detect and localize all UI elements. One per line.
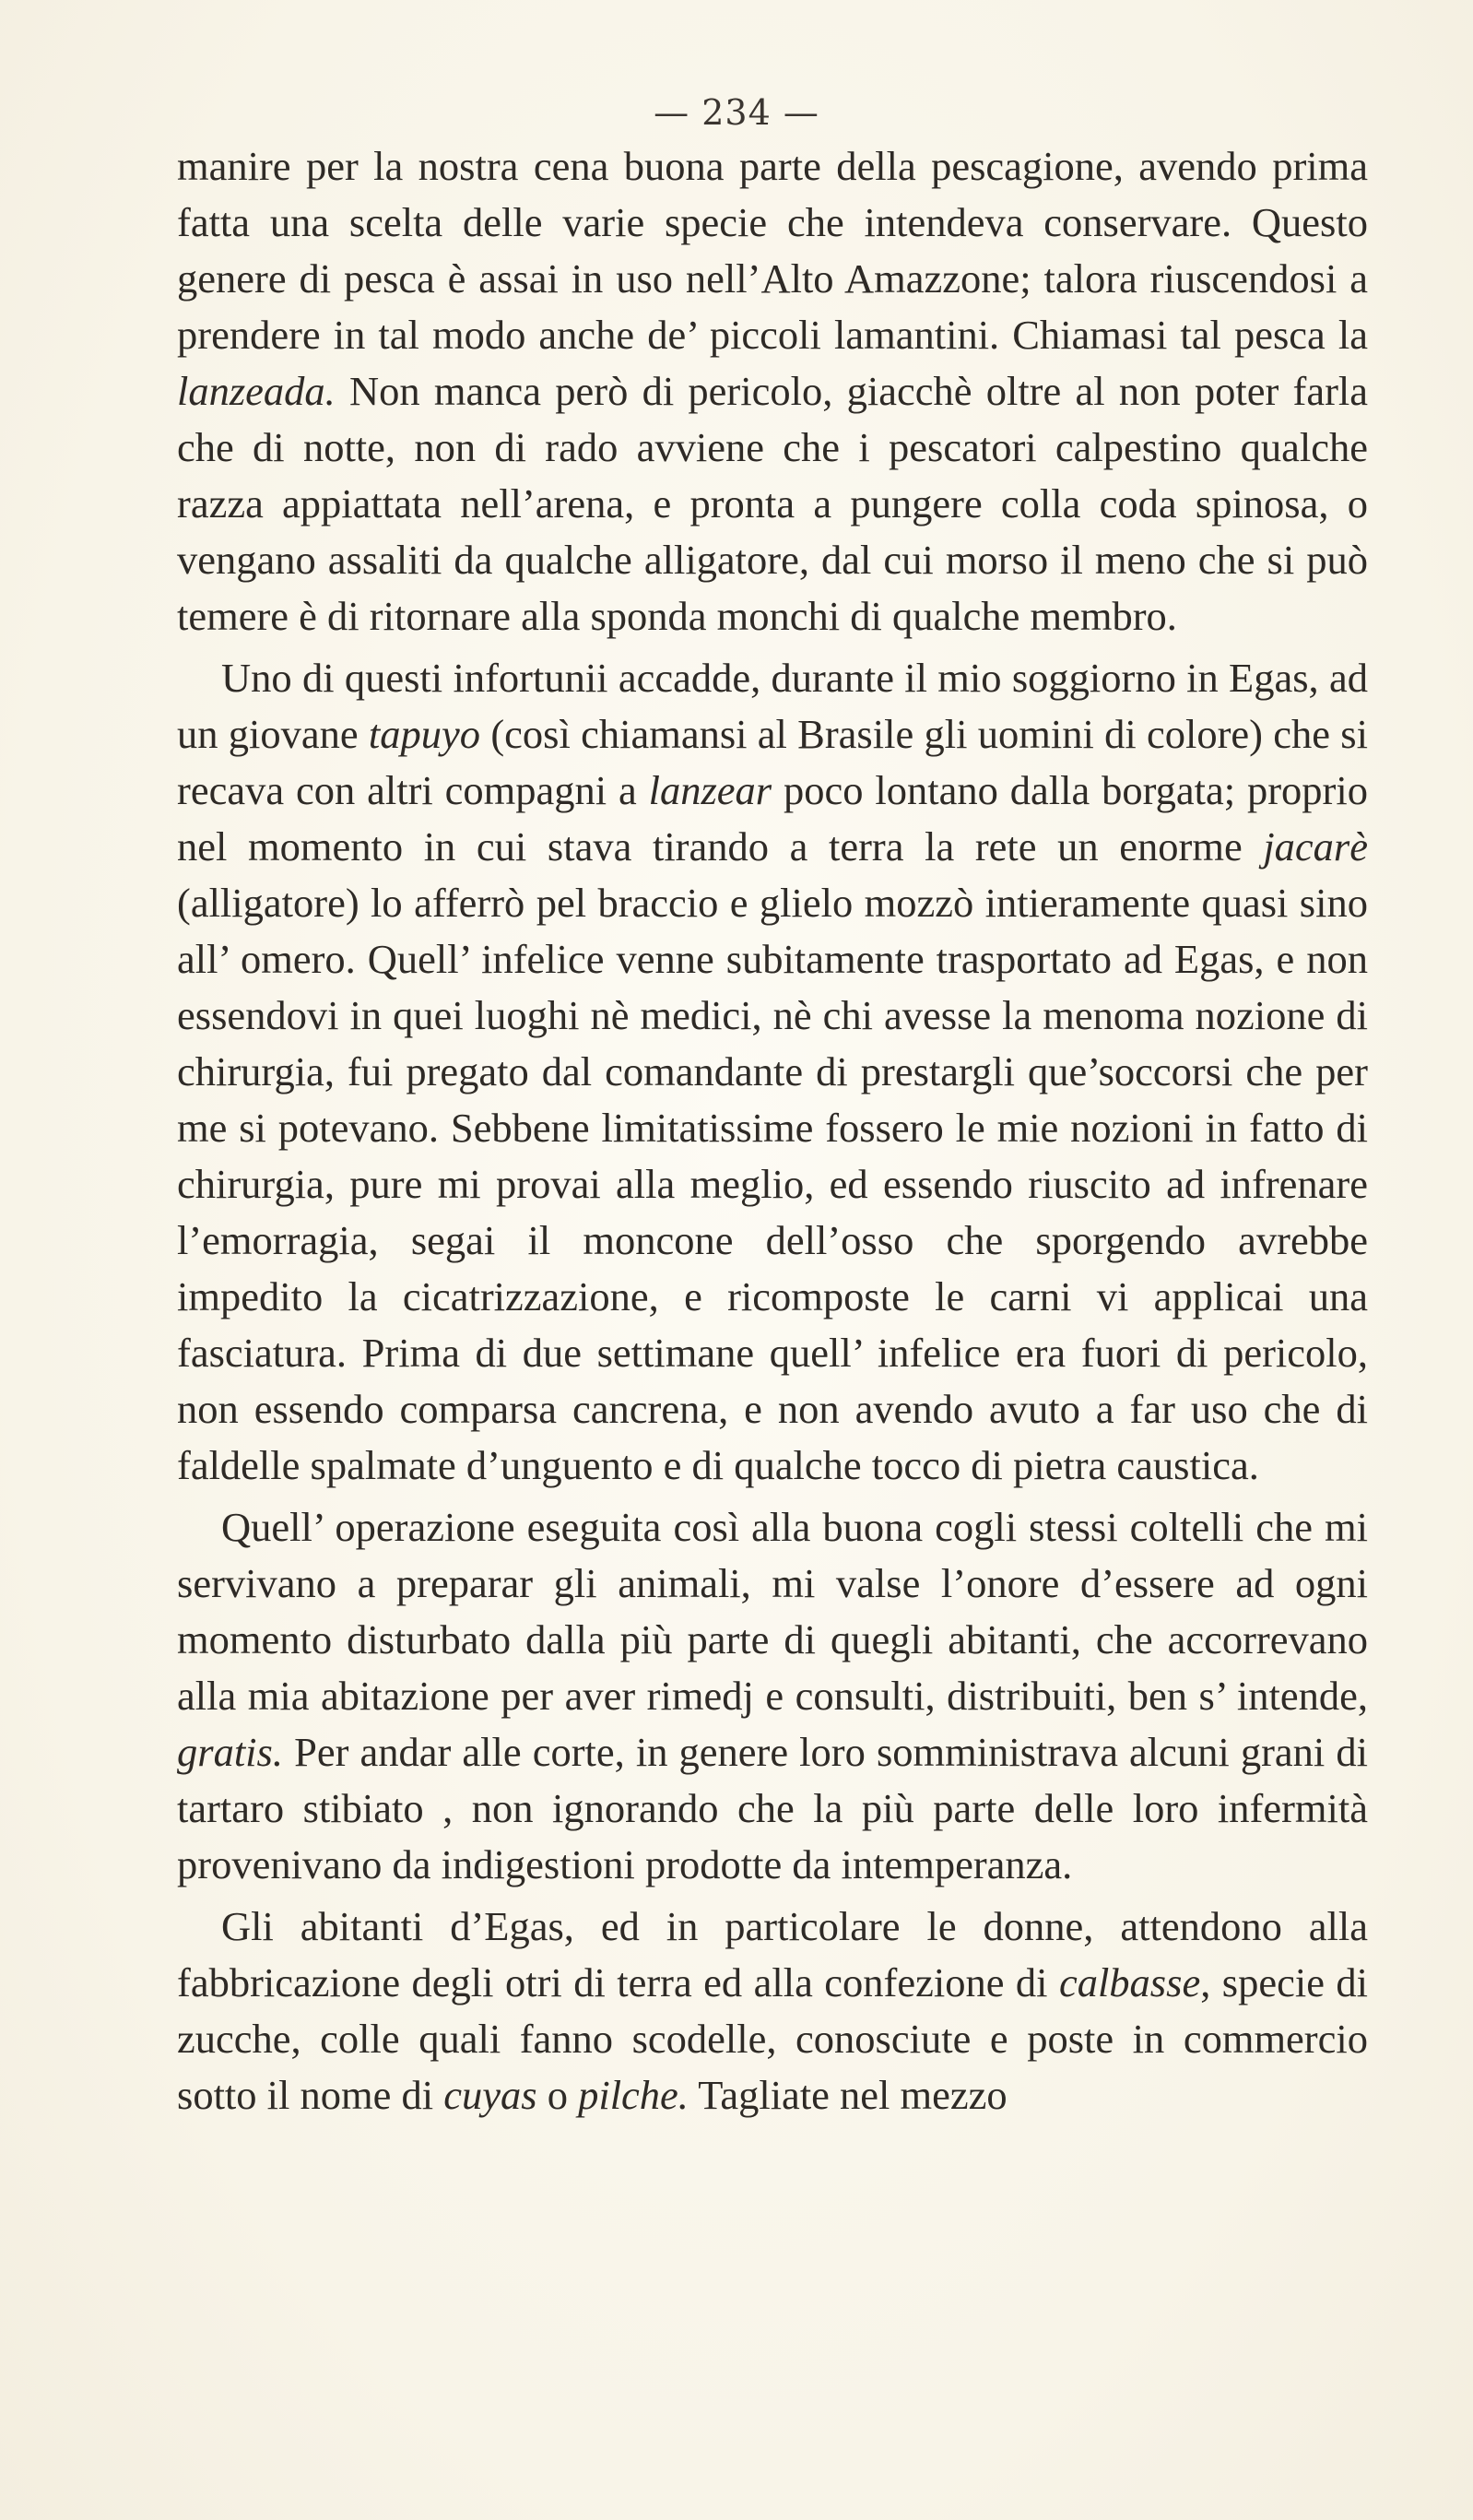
text-segment: (così chiamansi al Brasile gli uomini di colore) che si recava con altri compagni a bbox=[177, 711, 1368, 813]
italic-term: pilche. bbox=[578, 2072, 689, 2118]
text-segment: , specie di zucche, colle quali fanno scodelle, conosciute e poste in commercio sotto il nome di bbox=[177, 1959, 1368, 2118]
text-segment: Non manca però di pericolo, giacchè oltre al non poter farla che di notte, non di rado avviene che i pescatori calpestino qualche razza appiattata nell’arena, e pronta a pungere colla coda spinosa, o vengano assaliti da qualche alligatore, dal cui morso il meno che si può temere è di ritornare alla sponda monchi di qualche membro. bbox=[177, 368, 1368, 639]
italic-term: jacarè bbox=[1263, 823, 1368, 870]
italic-term: cuyas bbox=[443, 2072, 537, 2118]
text-segment: Uno di questi infortunii accadde, durante il mio soggiorno in Egas, ad un giovane bbox=[177, 655, 1368, 757]
text-segment: o bbox=[536, 2072, 579, 2118]
paragraph-1 bbox=[177, 138, 1368, 645]
text-segment: poco lontano dalla borgata; proprio nel momento in cui stava tirando a terra la rete un enorme bbox=[177, 767, 1368, 870]
paragraph-4 bbox=[177, 1899, 1368, 2124]
text-segment: Gli abitanti d’Egas, ed in particolare le donne, attendono alla fabbricazione degli otri di terra ed alla confezione di bbox=[177, 1903, 1368, 2005]
text-segment: Per andar alle corte, in genere loro somministrava alcuni grani di tartaro stibiato , non ignorando che la più parte delle loro infermità provenivano da indigestioni prodotte da intemperanza. bbox=[177, 1729, 1368, 1887]
body-text bbox=[177, 138, 1368, 2124]
paragraph-3 bbox=[177, 1499, 1368, 1893]
italic-term: lanzeada. bbox=[177, 368, 336, 414]
italic-term: tapuyo bbox=[368, 711, 481, 757]
text-segment: Quell’ operazione eseguita così alla buona cogli stessi coltelli che mi servivano a preparar gli animali, mi valse l’onore d’essere ad ogni momento disturbato dalla più parte di quegli abitanti, che accorrevano alla mia abitazione per aver rimedj e consulti, distribuiti, ben s’ intende, bbox=[177, 1504, 1368, 1719]
text-segment: (alligatore) lo afferrò pel braccio e glielo mozzò intieramente quasi sino all’ omero. Quell’ infelice venne subitamente trasportato ad Egas, e non essendovi in quei luoghi nè medici, nè chi avesse la menoma nozione di chirurgia, fui pregato dal comandante di prestargli que’soccorsi che per me si potevano. Sebbene limitatissime fossero le mie nozioni in fatto di chirurgia, pure mi provai alla meglio, ed essendo riuscito ad infrenare l’emorragia, segai il moncone dell’osso che sporgendo avrebbe impedito la cicatrizzazione, e ricomposte le carni vi applicai una fasciatura. Prima di due settimane quell’ infelice era fuori di pericolo, non essendo comparsa cancrena, e non avendo avuto a far uso che di faldelle spalmate d’unguento e di qualche tocco di pietra caustica. bbox=[177, 880, 1368, 1488]
italic-term: gratis. bbox=[177, 1729, 283, 1775]
italic-term: lanzear bbox=[648, 767, 772, 813]
text-segment: manire per la nostra cena buona parte della pescagione, avendo prima fatta una scelta delle varie specie che intendeva conservare. Questo genere di pesca è assai in uso nell’Alto Amazzone; talora riuscendosi a prendere in tal modo anche de’ piccoli lamantini. Chiamasi tal pesca la bbox=[177, 143, 1368, 358]
italic-term: calbasse bbox=[1058, 1959, 1201, 2005]
paragraph-2 bbox=[177, 650, 1368, 1494]
text-segment: Tagliate nel mezzo bbox=[688, 2072, 1008, 2118]
page-number: — 234 — bbox=[654, 92, 819, 133]
